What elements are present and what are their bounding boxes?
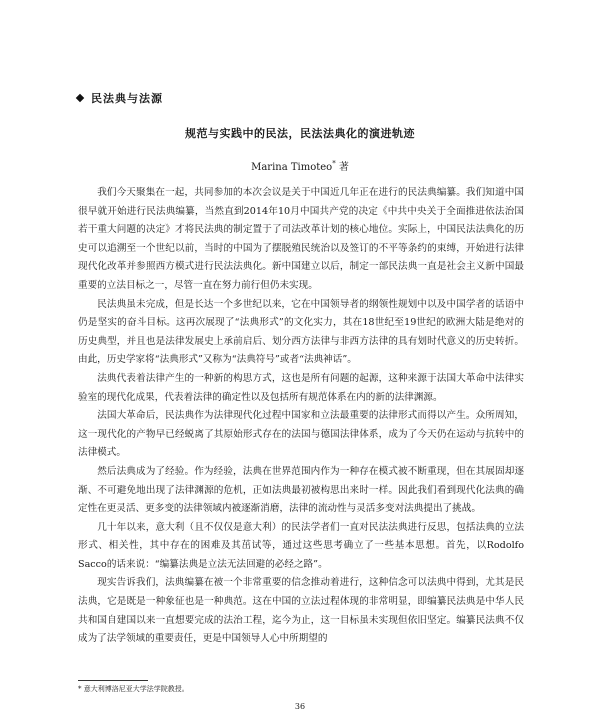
diamond-bullet-icon (76, 94, 84, 102)
paragraph: 我们今天聚集在一起，共同参加的本次会议是关于中国近几年正在进行的民法典编纂。我们知道中国很早就开始进行民法典编纂，当然直到2014年10月中国共产党的决定《中共中央关于全面推进依法治国若干重大问题的决定》才将民法典的制定置于了司法改革计划的核心地位。实际上，中国民法法典化的历史可以追溯至一个世纪以前，当时的中国为了摆脱殖民统治以及签订的不平等条约的束缚，开始进行法律现代化改革并参照西方模式进行民法法典化。新中国建立以后，制定一部民法典一直是社会主义新中国最重要的立法目标之一，尽管一直在努力前行但仍未实现。 (78, 187, 524, 291)
paragraph: 民法典虽未完成，但是长达一个多世纪以来，它在中国领导者的纲领性规划中以及中国学者的话语中仍是坚实的奋斗目标。这再次展现了“法典形式”的文化实力，其在18世纪至19世纪的欧洲大陆是绝对的历史典型，并且也是法律发展史上承前启后、划分西方法律与非西方法律的具有划时代意义的历史转折。由此，历史学家将“法典形式”又称为“法典符号”或者“法典神话”。 (78, 298, 524, 366)
author-suffix: 著 (335, 162, 349, 173)
paragraph: 然后法典成为了经验。作为经验，法典在世界范围内作为一种存在模式被不断重现，但在其展固却逐渐、不可避免地出现了法律渊源的危机，正如法典最初被构思出来时一样。因此我们看到现代化法典的确定性在更灵活、更多变的法律领域内被逐渐消磨，法律的流动性与灵活多变对法典提出了挑战。 (78, 465, 524, 515)
section-heading (77, 90, 163, 106)
author-line (0, 158, 600, 173)
page-number: 36 (294, 702, 306, 711)
paragraph: 法典代表着法律产生的一种新的构思方式，这也是所有问题的起源，这种来源于法国大革命中法律实验室的现代化成果，代表着法律的确定性以及包括所有规范体系在内的新的法律渊源。 (78, 372, 524, 403)
article-body (78, 184, 524, 649)
author-footnote-mark: * (332, 159, 336, 168)
article-title: 规范与实践中的民法，民法法典化的演进轨迹 (185, 127, 415, 140)
paragraph: 法国大革命后，民法典作为法律现代化过程中国家和立法最重要的法律形式而得以产生。众所周知，这一现代化的产物早已经蜕离了其原始形式存在的法国与德国法律体系，成为了今天仍在运动与抗转中的法律模式。 (78, 410, 524, 459)
paragraph: 现实告诉我们，法典编纂在被一个非常重要的信念推动着进行，这种信念可以法典中得到，尤其是民法典，它是既是一种象征也是一种典范。这在中国的立法过程体现的非常明显，即编纂民法典是中华人民共和国自建国以来一直想要完成的法治工程，迄今为止，这一目标虽未实现但依旧坚定。编纂民法典不仅成为了法学领域的重要责任，更是中国领导人心中所期望的 (78, 577, 524, 645)
paragraph: 几十年以来，意大利（且不仅仅是意大利）的民法学者们一直对民法法典进行反思，包括法典的立法形式、相关性，其中存在的困难及其茁试等，通过这些思考确立了一些基本思想。首先，以Rodolfo Sacco的话来说：“编纂法典是立法无法回避的必经之路”。 (78, 521, 524, 570)
footnote-divider (78, 680, 148, 681)
section-heading-text: 民法典与法源 (91, 92, 163, 105)
footnote: * 意大利博洛尼亚大学法学院教授。 (78, 685, 189, 693)
author-name: Marina Timoteo (251, 162, 333, 173)
